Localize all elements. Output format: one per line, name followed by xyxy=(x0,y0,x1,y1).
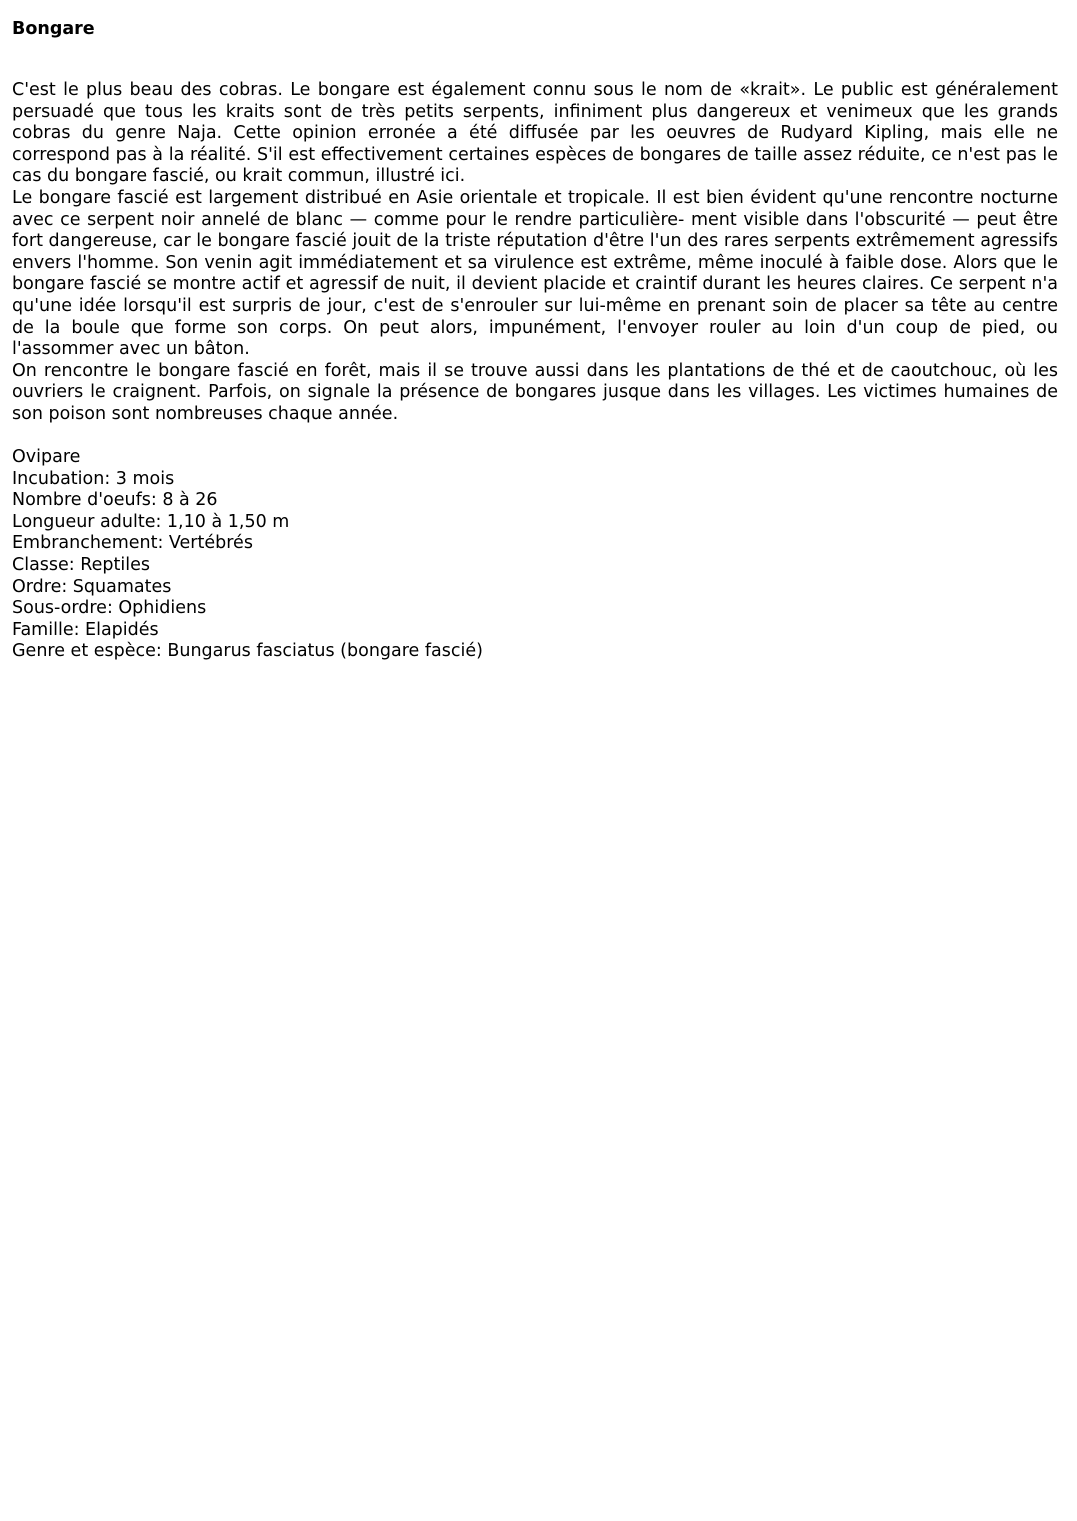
fact-egg-count: Nombre d'oeufs: 8 à 26 xyxy=(12,490,218,511)
fact-order: Ordre: Squamates xyxy=(12,576,172,597)
paragraph-distribution: Le bongare fascié est largement distribué en Asie orientale et tropicale. Il est bien évident qu'une rencontre nocturne avec ce serpent noir annelé de blanc — comme pour le rendre particulière- ment visible dans l'obscurité — peut être fort dangereuse, car le bongare fascié jouit de la triste réputation d'être l'un des rares serpents extrêmement agressifs envers l'homme. Son venin agit immédiatement et sa virulence est extrême, même inoculé à faible dose. Alors que le bongare fascié se montre actif et agressif de nuit, il devient placide et craintif durant les heures claires. Ce serpent n'a qu'une idée lorsqu'il est surpris de jour, c'est de s'enrouler sur lui-même en prenant soin de placer sa tête au centre de la boule que forme son corps. On peut alors, impunément, l'envoyer rouler au loin d'un coup de pied, ou l'assommer avec un bâton. xyxy=(12,187,1058,360)
fact-genus-species: Genre et espèce: Bungarus fasciatus (bongare fascié) xyxy=(12,641,483,662)
fact-suborder: Sous-ordre: Ophidiens xyxy=(12,598,207,619)
page-title: Bongare xyxy=(12,19,95,39)
fact-family: Famille: Elapidés xyxy=(12,619,159,640)
fact-phylum: Embranchement: Vertébrés xyxy=(12,533,253,554)
paragraph-habitat: On rencontre le bongare fascié en forêt, mais il se trouve aussi dans les plantations de thé et de caoutchouc, où les ouvriers le craignent. Parfois, on signale la présence de bongares jusque dans les villages. Les victimes humaines de son poison sont nombreuses chaque année. xyxy=(12,360,1058,424)
section-spacer xyxy=(12,426,1058,448)
fact-reproduction: Ovipare xyxy=(12,447,81,468)
article-body xyxy=(12,80,1058,663)
fact-adult-length: Longueur adulte: 1,10 à 1,50 m xyxy=(12,511,290,532)
fact-class: Classe: Reptiles xyxy=(12,555,150,576)
paragraph-intro: C'est le plus beau des cobras. Le bongare est également connu sous le nom de «krait». Le public est généralement persuadé que tous les kraits sont de très petits serpents, infiniment plus dangereux et venimeux que les grands cobras du genre Naja. Cette opinion erronée a été diffusée par les oeuvres de Rudyard Kipling, mais elle ne correspond pas à la réalité. S'il est effectivement certaines espèces de bongares de taille assez réduite, ce n'est pas le cas du bongare fascié, ou krait commun, illustré ici. xyxy=(12,80,1058,187)
facts-list xyxy=(12,447,1058,663)
fact-incubation: Incubation: 3 mois xyxy=(12,468,175,489)
